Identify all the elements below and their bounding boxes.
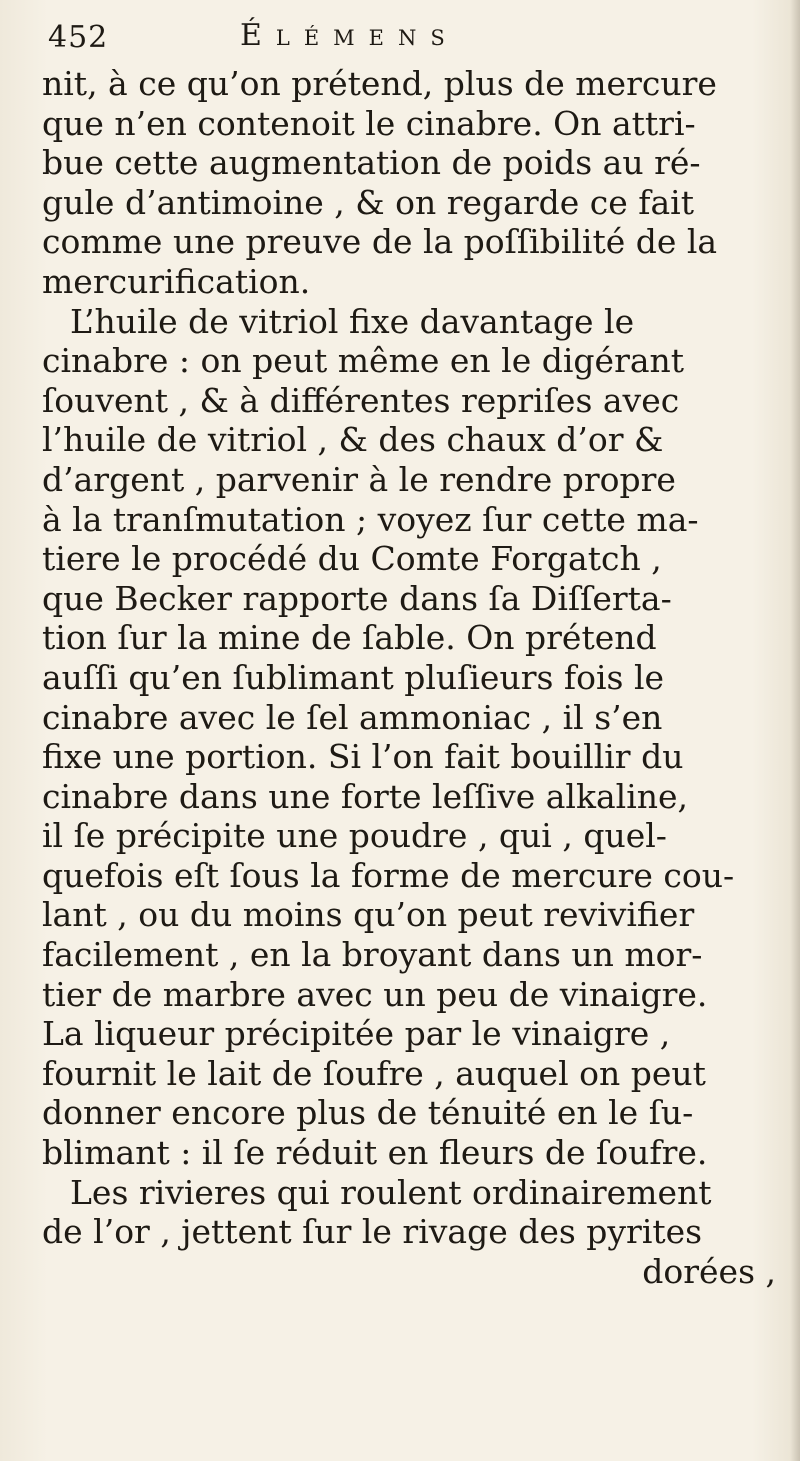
text-line: cinabre : on peut même en le digérant [42, 341, 685, 381]
text-line: que Becker rapporte dans ſa Diſſerta- [42, 578, 672, 618]
text-line: comme une preuve de la poſſibilité de la [42, 222, 718, 262]
running-title: Élémens [240, 18, 459, 53]
paragraph-start-line: Les rivieres qui roulent ordinairement [70, 1172, 712, 1212]
paragraph-start-line: L’huile de vitriol fixe davantage le [70, 301, 635, 341]
text-line: d’argent , parvenir à le rendre propre [42, 459, 676, 499]
text-line: bue cette augmentation de poids au ré- [42, 143, 701, 183]
text-line: donner encore plus de ténuité en le ſu- [42, 1093, 694, 1133]
text-line: fournit le lait de ſoufre , auquel on peut [42, 1053, 706, 1093]
body-text [42, 64, 782, 1291]
text-line: fixe une portion. Si l’on fait bouillir du [42, 737, 684, 777]
text-line: mercurification. [42, 261, 311, 301]
text-line: que n’en contenoit le cinabre. On attri- [42, 103, 696, 143]
text-line: La liqueur précipitée par le vinaigre , [42, 1014, 671, 1054]
page-header [48, 14, 778, 60]
text-line: il ſe précipite une poudre , qui , quel- [42, 816, 667, 856]
text-line: nit, à ce qu’on prétend, plus de mercure [42, 64, 717, 103]
text-line: auſſi qu’en ſublimant pluſieurs fois le [42, 657, 665, 697]
text-line: cinabre dans une forte leſſive alkaline, [42, 776, 689, 816]
text-line: l’huile de vitriol , & des chaux d’or & [42, 420, 664, 460]
text-line: quefois eſt ſous la forme de mercure cou- [42, 855, 735, 895]
text-line: tiere le procédé du Comte Forgatch , [42, 539, 662, 579]
text-line: cinabre avec le ſel ammoniac , il s’en [42, 697, 663, 737]
text-line: lant , ou du moins qu’on peut revivifier [42, 895, 695, 935]
page-number: 452 [48, 20, 109, 55]
text-line: tier de marbre avec un peu de vinaigre. [42, 974, 708, 1014]
text-line: ſouvent , & à différentes repriſes avec [42, 380, 680, 420]
text-line: facilement , en la broyant dans un mor- [42, 935, 703, 975]
page-edge-shadow [790, 0, 800, 1461]
text-line: gule d’antimoine , & on regarde ce fait [42, 182, 694, 222]
text-line: à la tranſmutation ; voyez ſur cette ma- [42, 499, 699, 539]
text-line: blimant : il ſe réduit en fleurs de ſoufre. [42, 1133, 708, 1173]
text-line: de l’or , jettent ſur le rivage des pyrites [42, 1212, 703, 1252]
catchword-line: dorées , [642, 1251, 776, 1291]
text-line: tion ſur la mine de ſable. On prétend [42, 618, 657, 658]
